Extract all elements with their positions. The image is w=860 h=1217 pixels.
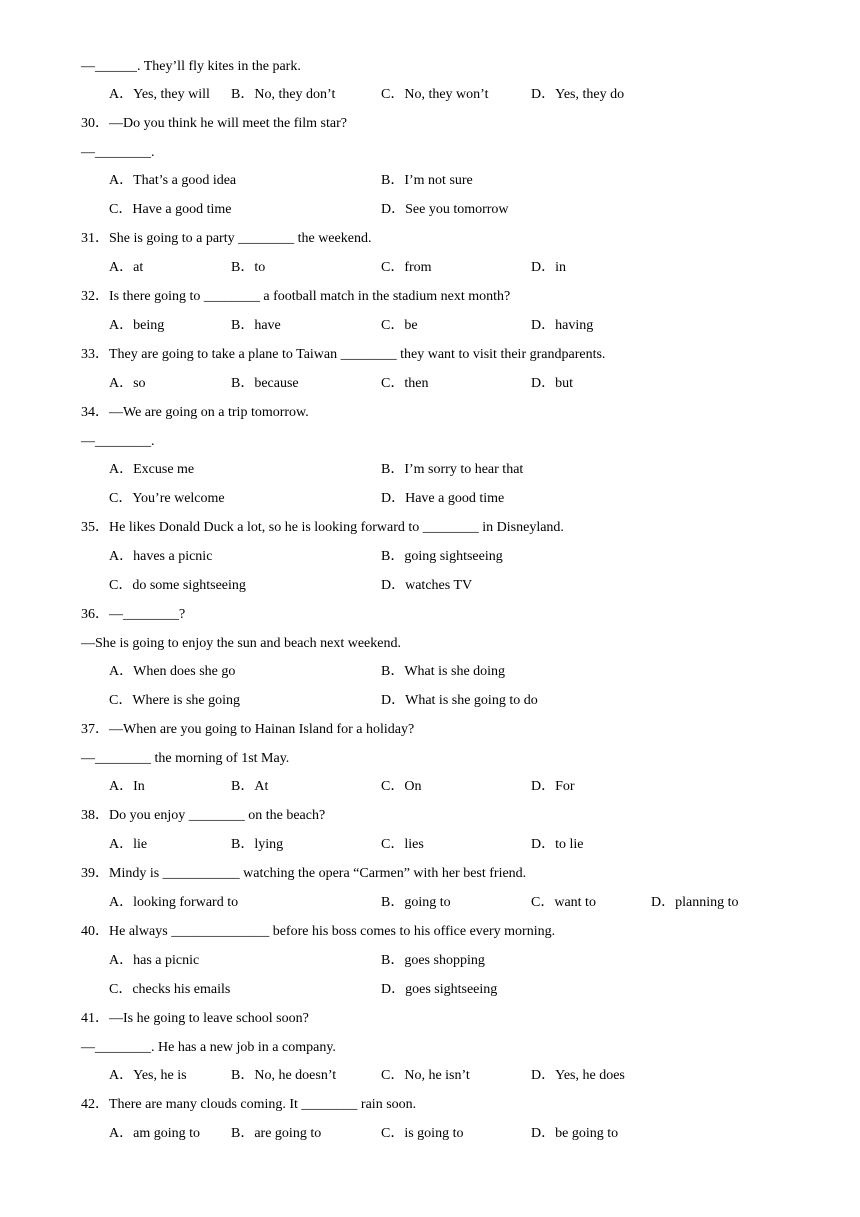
question-text: 35．He likes Donald Duck a lot, so he is looking forward to ________ in Disneyland.	[81, 520, 564, 535]
answer-option: A．Yes, they will	[109, 87, 210, 102]
answer-option: B．going sightseeing	[381, 549, 503, 564]
answer-option: B．have	[231, 318, 281, 333]
answer-option: D．goes sightseeing	[381, 982, 498, 997]
question-text: 32．Is there going to ________ a football match in the stadium next month?	[81, 289, 511, 304]
answer-option: C．then	[381, 376, 429, 391]
answer-option: C．do some sightseeing	[109, 578, 246, 593]
answer-option: C．On	[381, 779, 422, 794]
answer-option: A．lie	[109, 837, 148, 852]
answer-option: C．checks his emails	[109, 982, 231, 997]
answer-option: B．are going to	[231, 1126, 322, 1141]
question-text: 39．Mindy is ___________ watching the opera “Carmen” with her best friend.	[81, 866, 527, 881]
answer-option: B．to	[231, 260, 266, 275]
answer-option: D．Yes, he does	[531, 1068, 625, 1083]
answer-option: C．Where is she going	[109, 693, 241, 708]
answer-line: —______. They’ll fly kites in the park.	[81, 59, 301, 74]
answer-option: A．so	[109, 376, 146, 391]
answer-option: A．being	[109, 318, 165, 333]
answer-option: D．having	[531, 318, 594, 333]
answer-option: A．Excuse me	[109, 462, 195, 477]
question-text: 41．—Is he going to leave school soon?	[81, 1011, 309, 1026]
question-text: 30．—Do you think he will meet the film star?	[81, 116, 347, 131]
answer-option: B．No, they don’t	[231, 87, 336, 102]
answer-option: D．to lie	[531, 837, 584, 852]
question-text: 38．Do you enjoy ________ on the beach?	[81, 808, 326, 823]
answer-option: A．Yes, he is	[109, 1068, 187, 1083]
answer-option: D．in	[531, 260, 566, 275]
answer-option: A．haves a picnic	[109, 549, 213, 564]
answer-option: C．be	[381, 318, 418, 333]
answer-option: D．Have a good time	[381, 491, 505, 506]
answer-line: —________.	[81, 434, 155, 449]
question-text: 42．There are many clouds coming. It ________ rain soon.	[81, 1097, 417, 1112]
answer-option: B．I’m sorry to hear that	[381, 462, 524, 477]
answer-option: A．In	[109, 779, 145, 794]
answer-option: B．going to	[381, 895, 451, 910]
question-text: 36．—________?	[81, 607, 186, 622]
answer-option: A．That’s a good idea	[109, 173, 237, 188]
answer-line: —________ the morning of 1st May.	[81, 751, 290, 766]
answer-option: D．be going to	[531, 1126, 619, 1141]
answer-option: C．No, he isn’t	[381, 1068, 470, 1083]
answer-option: C．No, they won’t	[381, 87, 489, 102]
question-text: 40．He always ______________ before his boss comes to his office every morning.	[81, 924, 556, 939]
answer-option: D．planning to	[651, 895, 739, 910]
answer-option: D．Yes, they do	[531, 87, 625, 102]
answer-option: B．No, he doesn’t	[231, 1068, 337, 1083]
answer-option: B．What is she doing	[381, 664, 506, 679]
answer-option: D．but	[531, 376, 573, 391]
answer-option: A．has a picnic	[109, 953, 200, 968]
question-text: 31．She is going to a party ________ the weekend.	[81, 231, 372, 246]
answer-option: B．lying	[231, 837, 284, 852]
answer-line: —________. He has a new job in a company.	[81, 1040, 336, 1055]
answer-option: D．For	[531, 779, 575, 794]
answer-option: C．want to	[531, 895, 596, 910]
answer-line: —________.	[81, 145, 155, 160]
question-text: 34．—We are going on a trip tomorrow.	[81, 405, 309, 420]
answer-option: D．watches TV	[381, 578, 473, 593]
answer-line: —She is going to enjoy the sun and beach next weekend.	[81, 636, 401, 651]
answer-option: D．What is she going to do	[381, 693, 538, 708]
answer-option: B．I’m not sure	[381, 173, 473, 188]
answer-option: A．am going to	[109, 1126, 200, 1141]
answer-option: C．from	[381, 260, 432, 275]
question-text: 33．They are going to take a plane to Taiwan ________ they want to visit their grandparents.	[81, 347, 606, 362]
answer-option: C．lies	[381, 837, 424, 852]
answer-option: A．When does she go	[109, 664, 236, 679]
answer-option: D．See you tomorrow	[381, 202, 509, 217]
answer-option: C．is going to	[381, 1126, 464, 1141]
answer-option: B．goes shopping	[381, 953, 485, 968]
question-text: 37．—When are you going to Hainan Island for a holiday?	[81, 722, 415, 737]
answer-option: A．at	[109, 260, 144, 275]
answer-option: B．because	[231, 376, 299, 391]
answer-option: C．Have a good time	[109, 202, 232, 217]
answer-option: C．You’re welcome	[109, 491, 225, 506]
answer-option: B．At	[231, 779, 269, 794]
answer-option: A．looking forward to	[109, 895, 239, 910]
